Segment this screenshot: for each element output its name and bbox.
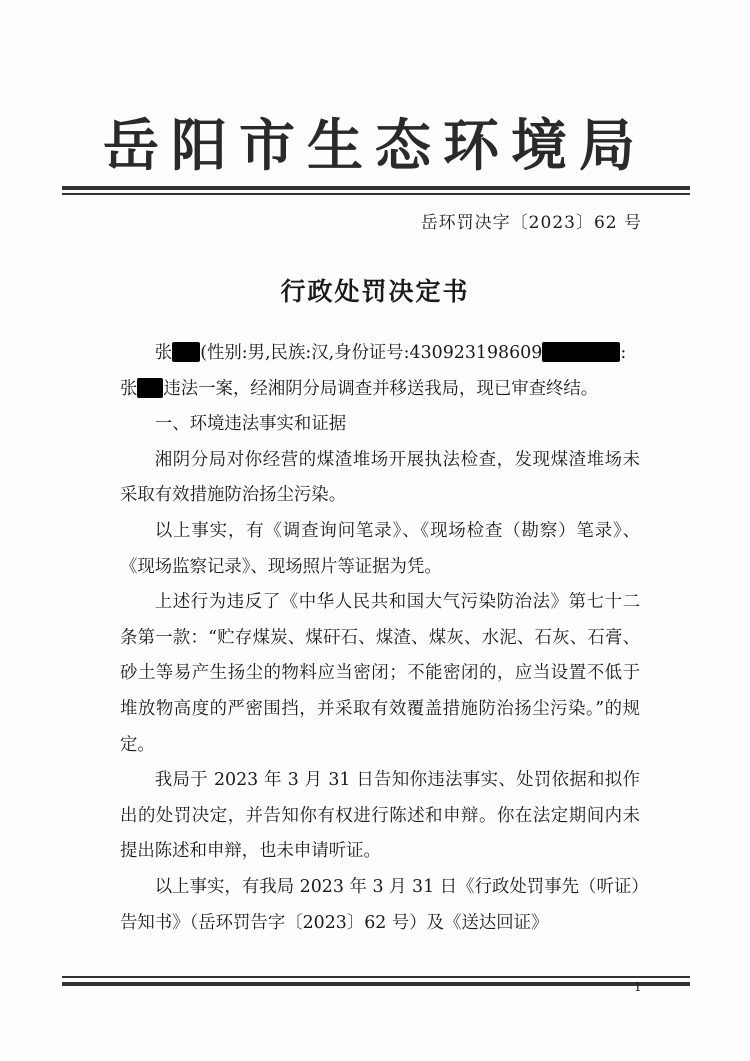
paragraph-notice-evidence: 以上事实，有我局 2023 年 3 月 31 日《行政处罚事先（听证）告知书》（岳环罚告字〔2023〕62 号）及《送达回证》 — [120, 876, 640, 933]
document-number: 岳环罚决字〔2023〕62 号 — [420, 213, 642, 233]
party-surname: 张 — [154, 343, 173, 363]
redaction-id-number — [542, 342, 620, 362]
footer-rule-thick — [62, 982, 690, 986]
party-details: (性别:男,民族:汉,身份证号:430923198609 — [200, 343, 543, 363]
paragraph-law-violation: 上述行为违反了《中华人民共和国大气污染防治法》第七十二条第一款：“贮存煤炭、煤矸石、煤渣、煤灰、水泥、石灰、石膏、砂土等易产生扬尘的物料应当密闭；不能密闭的，应当设置不低于堆放物高度的严密围挡，并采取有效覆盖措施防治扬尘污染。”的规定。 — [120, 592, 640, 755]
header-rule-thin — [62, 193, 690, 195]
document-title: 行政处罚决定书 — [280, 277, 470, 306]
party-details-end: : — [620, 343, 627, 363]
redaction-name — [172, 342, 200, 362]
redaction-name-2 — [137, 378, 163, 398]
header-rule-thick — [62, 186, 690, 190]
document-body — [120, 336, 640, 941]
party-surname-2: 张 — [120, 378, 138, 399]
footer-rule-thin — [62, 976, 690, 978]
paragraph-inspection: 湘阴分局对你经营的煤渣堆场开展执法检查，发现煤渣堆场未采取有效措施防治扬尘污染。 — [120, 449, 640, 506]
party-paragraph — [120, 336, 640, 407]
org-name-heading: 岳阳市生态环境局 — [103, 114, 647, 179]
paragraph-evidence: 以上事实，有《调查询问笔录》、《现场检查（勘察）笔录》、《现场监察记录》、现场照片等证据为凭。 — [120, 520, 640, 577]
paragraph-notification: 我局于 2023 年 3 月 31 日告知你违法事实、处罚依据和拟作出的处罚决定，并告知你有权进行陈述和申辩。你在法定期间内未提出陈述和申辩，也未申请听证。 — [120, 770, 640, 862]
case-intro: 违法一案，经湘阴分局调查并移送我局，现已审查终结。 — [163, 378, 599, 399]
page-number: 1 — [634, 980, 642, 994]
section-heading: 一、环境违法事实和证据 — [154, 414, 347, 435]
